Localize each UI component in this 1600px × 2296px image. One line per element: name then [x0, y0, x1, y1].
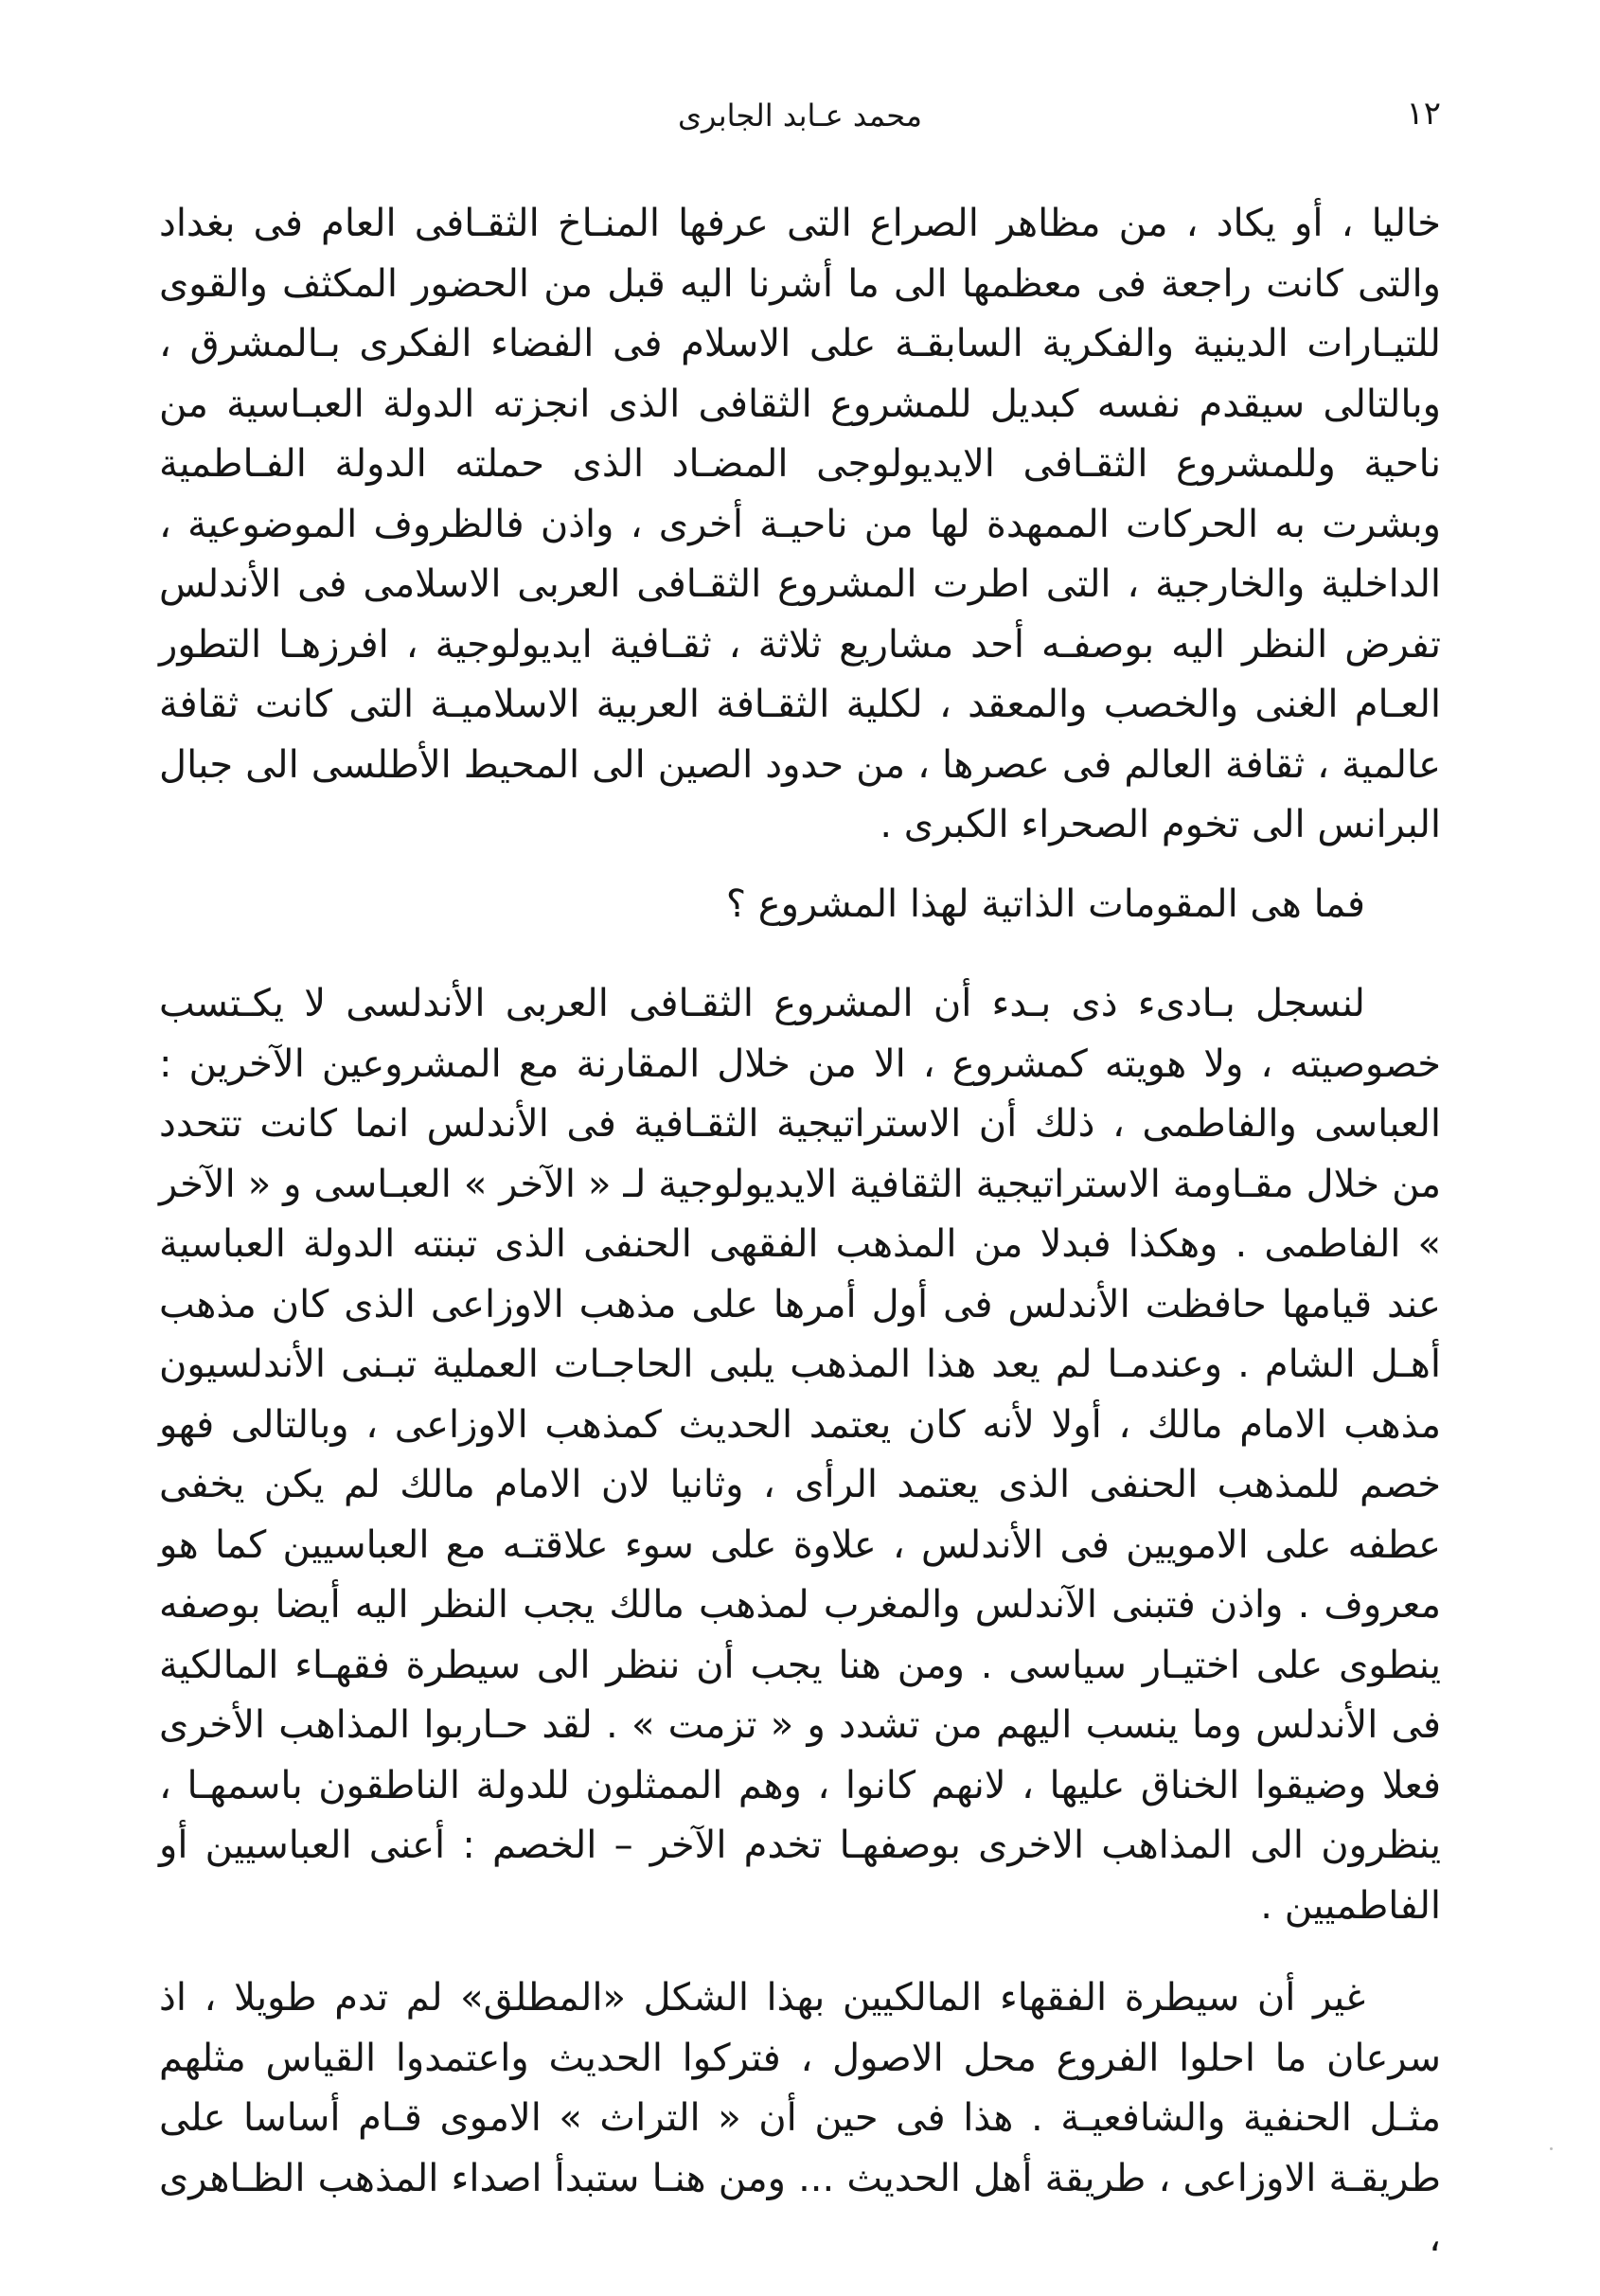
paragraph-question: فما هى المقومات الذاتية لهذا المشروع ؟: [725, 881, 1365, 926]
paragraph-maliki-dominance: غير أن سيطرة الفقهاء المالكيين بهذا الشكل «المطلق» لم تدم طويلا ، اذ سرعان ما احلوا الفروع محل الاصول ، فتركوا الحديث واعتمدوا القياس مثلهم مثـل الحنفية والشافعيـة . هذا فى حين أن « التراث » الاموى قـام أساسا على طريقـة الاوزاعى ، طريقة أهل الحديث ... ومن هنـا ستبدأ اصداء المذهب الظـاهرى ،: [159, 1976, 1441, 2260]
scan-speck: [1550, 2147, 1553, 2150]
paragraph-continuation: خاليا ، أو يكاد ، من مظاهر الصراع التى عرفها المنـاخ الثقـافى العام فى بغداد والتى كانت راجعة فى معظمها الى ما أشرنا اليه قبل من الحضور المكثف والقوى للتيـارات الدينية والفكرية السابقـة على الاسلام فى الفضاء الفكرى بـالمشرق ، وبالتالى سيقدم نفسه كبديل للمشروع الثقافى الذى انجزته الدولة العبـاسية من ناحية وللمشروع الثقـافى الايديولوجى المضـاد الذى حملته الدولة الفـاطمية وبشرت به الحركات الممهدة لها من ناحيـة أخرى ، واذن فالظروف الموضوعية ، الداخلية والخارجية ، التى اطرت المشروع الثقـافى العربى الاسلامى فى الأندلس تفرض النظر اليه بوصفـه أحد مشاريع ثلاثة ، ثقـافية ايديولوجية ، افرزهـا التطور العـام الغنى والخصب والمعقد ، لكلية الثقـافة العربية الاسلاميـة التى كانت ثقافة عالمية ، ثقافة العالم فى عصرها ، من حدود الصين الى المحيط الأطلسى الى جبال البرانس الى تخوم الصحراء الكبرى .: [159, 202, 1441, 846]
body-text: [159, 194, 1441, 2269]
page-number: ١٢: [1406, 95, 1441, 133]
running-title: محمد عـابد الجابرى: [677, 98, 922, 133]
paragraph-comparison: لنسجل بـادىء ذى بـدء أن المشروع الثقـافى العربى الأندلسى لا يكـتسب خصوصيته ، ولا هويته كمشروع ، الا من خلال المقارنة مع المشروعين الآخرين : العباسى والفاطمى ، ذلك أن الاستراتيجية الثقـافية فى الأندلس انما كانت تتحدد من خلال مقـاومة الاستراتيجية الثقافية الايديولوجية لـ « الآخر » العبـاسى و « الآخر » الفاطمى . وهكذا فبدلا من المذهب الفقهى الحنفى الذى تبنته الدولة العباسية عند قيامها حافظت الأندلس فى أول أمرها على مذهب الاوزاعى الذى كان مذهب أهـل الشام . وعندمـا لم يعد هذا المذهب يلبى الحاجـات العملية تبـنى الأندلسيون مذهب الامام مالك ، أولا لأنه كان يعتمد الحديث كمذهب الاوزاعى ، وبالتالى فهو خصم للمذهب الحنفى الذى يعتمد الرأى ، وثانيا لان الامام مالك لم يكن يخفى عطفه على الامويين فى الأندلس ، علاوة على سوء علاقتـه مع العباسيين كما هو معروف . واذن فتبنى الآندلس والمغرب لمذهب مالك يجب النظر اليه أيضا بوصفه ينطوى على اختيـار سياسى . ومن هنا يجب أن ننظر الى سيطرة فقهـاء المالكية فى الأندلس وما ينسب اليهم من تشدد و « تزمت » . لقد حـاربوا المذاهب الأخرى فعلا وضيقوا الخناق عليها ، لانهم كانوا ، وهم الممثلون للدولة الناطقون باسمهـا ، ينظرون الى المذاهب الاخرى بوصفهـا تخدم الآخر – الخصم : أعنى العباسيين أو الفاطميين .: [159, 982, 1441, 1928]
page-header: [159, 95, 1441, 151]
